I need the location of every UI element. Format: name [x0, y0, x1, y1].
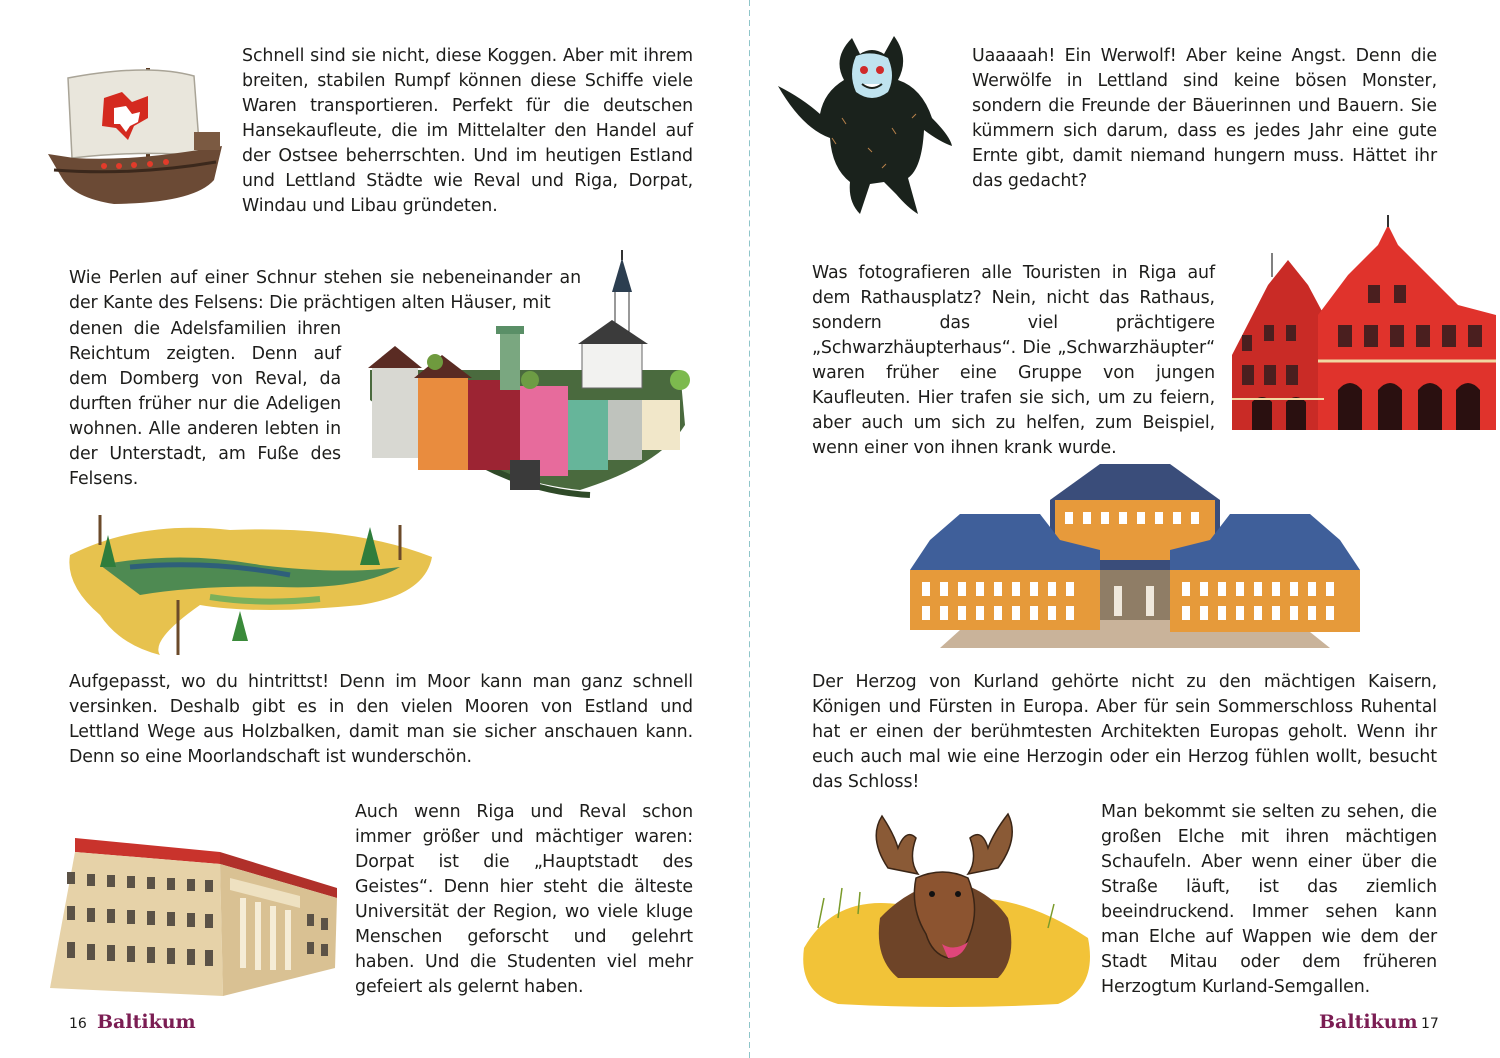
ruhental-palace-illustration [900, 460, 1370, 648]
werwolf-paragraph: Uaaaaah! Ein Werwolf! Aber keine Angst. Denn die Werwölfe in Lettland sind keine bösen Monster, sondern die Freunde der Bäuerinnen und Bauern. Sie kümmern sich darum, dass es jedes Jahr eine gute Ernte gibt, damit niemand hungern muss. Hättet ihr das gedacht? [972, 46, 1437, 191]
ruhental-paragraph: Der Herzog von Kurland gehörte nicht zu den mächtigen Kaisern, Königen und Fürsten in Europa. Aber für sein Sommerschloss Ruhental hat er einen der berühmtesten Architekten Europas geholt. Wenn ihr euch auch mal wie eine Herzogin oder ein Herzog fühlen wollt, besucht das Schloss! [812, 672, 1437, 792]
moor-paragraph: Aufgepasst, wo du hintrittst! Denn im Moor kann man ganz schnell versinken. Deshalb gibt es in den vielen Mooren von Estland und Lettland Wege aus Holzbalken, damit man sie sicher anschauen kann. Denn so eine Moorlandschaft ist wunderschön. [69, 672, 693, 767]
werewolf-illustration [772, 18, 962, 218]
left-page [0, 0, 749, 1058]
kogge-paragraph: Schnell sind sie nicht, diese Koggen. Aber mit ihrem breiten, stabilen Rumpf können diese Schiffe viele Waren transportieren. Perfekt für die deutschen Hansekaufleute, die im Mittelalter den Handel auf der Ostsee beherrschten. Und im heutigen Estland und Lettland Städte wie Reval und Riga, Dorpat, Windau und Libau gründeten. [242, 46, 693, 216]
moor-landscape-illustration [60, 505, 445, 665]
section-label-left: Baltikum [97, 1011, 196, 1033]
elch-paragraph: Man bekommt sie selten zu sehen, die großen Elche mit ihren mächtigen Schaufeln. Aber wenn einer über die Straße läuft, ist das ziemlich beeindruckend. Immer sehen kann man Elche auf Wappen wie dem der Stadt Mitau oder dem früheren Herzogtum Kurland-Semgallen. [1101, 802, 1437, 997]
domberg-paragraph-rest: denen die Adelsfamilien ihren Reichtum zeigten. Denn auf dem Domberg von Reval, da durften früher nur die Adeligen wohnen. Alle anderen lebten in der Unterstadt, am Fuße des Felsens. [69, 319, 341, 489]
page-number-right: 17 [1421, 1016, 1439, 1032]
section-label-right: Baltikum [1319, 1011, 1418, 1033]
domberg-reval-illustration [360, 250, 690, 500]
page-number-left: 16 [69, 1016, 87, 1032]
schwarzhaeupter-paragraph: Was fotografieren alle Touristen in Riga auf dem Rathausplatz? Nein, nicht das Rathaus, sondern das viel prächtigere „Schwarzhäupterhaus“. Die „Schwarzhäupter“ waren früher eine Gruppe von jungen Kaufleuten. Hier trafen sie sich, um zu feiern, aber auch um sich zu helfen, zum Beispiel, wenn einer von ihnen krank wurde. [812, 263, 1215, 458]
house-of-blackheads-illustration [1228, 215, 1500, 437]
domberg-paragraph-intro: Wie Perlen auf einer Schnur stehen sie nebeneinander an der Kante des Felsens: Die prächtigen alten Häuser, mit [69, 268, 581, 313]
dorpat-paragraph: Auch wenn Riga und Reval schon immer größer und mächtiger waren: Dorpat ist die „Hauptstadt des Geistes“. Denn hier steht die älteste Universität der Region, wo viele kluge Menschen geforscht und gelehrt haben. Und die Studenten viel mehr gefeiert als gelernt haben. [355, 802, 693, 997]
right-page [750, 0, 1499, 1058]
kogge-ship-illustration [44, 58, 236, 210]
moose-illustration [798, 808, 1098, 1010]
university-dorpat-illustration [45, 828, 345, 996]
